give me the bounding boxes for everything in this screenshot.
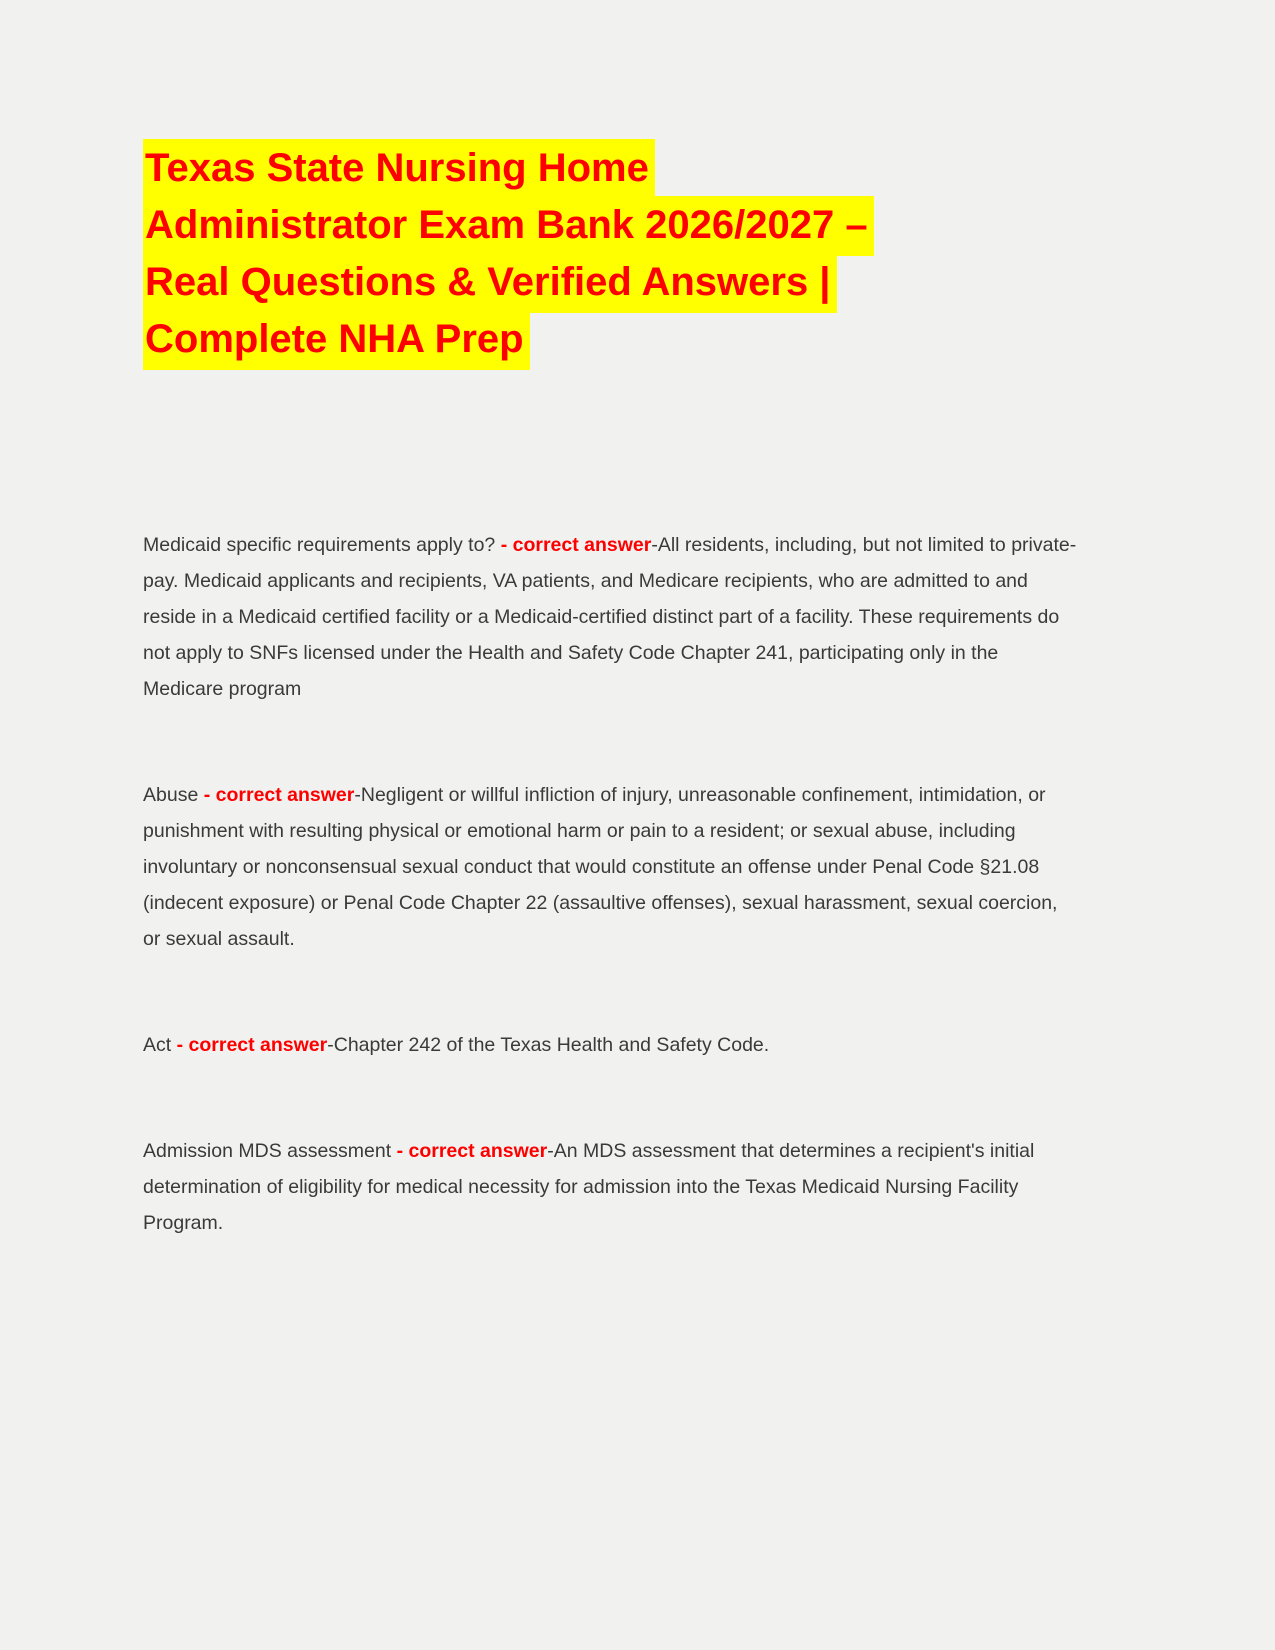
qa-question: Medicaid specific requirements apply to?: [143, 534, 501, 556]
correct-answer-marker: - correct answer: [176, 1034, 328, 1056]
correct-answer-marker: - correct answer: [203, 784, 355, 806]
qa-answer: -An MDS assessment that determines a recipient's initial determination of eligibility for medical necessity for admission into the Texas Medicaid Nursing Facility Program.: [143, 1140, 1035, 1234]
qa-answer: -Negligent or willful infliction of injury, unreasonable confinement, intimidation, or punishment with resulting physical or emotional harm or pain to a resident; or sexual abuse, including involuntary or nonconsensual sexual conduct that would constitute an offense under Penal Code §21.08 (indecent exposure) or Penal Code Chapter 22 (assaultive offenses), sexual harassment, sexual coercion, or sexual assault.: [143, 784, 1058, 950]
title-line: [143, 262, 1080, 302]
qa-section: [143, 527, 1078, 1241]
qa-question: Act: [143, 1034, 177, 1056]
qa-answer: -Chapter 242 of the Texas Health and Safety Code.: [327, 1034, 770, 1056]
title-line-text: Administrator Exam Bank 2026/2027 –: [143, 196, 874, 256]
title-line-text: Real Questions & Verified Answers |: [143, 253, 837, 313]
qa-answer: -All residents, including, but not limited to private-pay. Medicaid applicants and recipients, VA patients, and Medicare recipients, who are admitted to and reside in a Medicaid certified facility or a Medicaid-certified distinct part of a facility. These requirements do not apply to SNFs licensed under the Health and Safety Code Chapter 241, participating only in the Medicare program: [143, 534, 1077, 700]
qa-item: [143, 527, 1078, 707]
qa-item: [143, 777, 1078, 957]
qa-question: Abuse: [143, 784, 204, 806]
title-line-text: Complete NHA Prep: [143, 310, 530, 370]
title-line-text: Texas State Nursing Home: [143, 139, 655, 199]
qa-question: Admission MDS assessment: [143, 1140, 397, 1162]
correct-answer-marker: - correct answer: [500, 534, 652, 556]
correct-answer-marker: - correct answer: [396, 1140, 548, 1162]
qa-item: [143, 1027, 1078, 1063]
title-line: [143, 319, 1080, 359]
document-title: [143, 148, 1080, 359]
qa-item: [143, 1133, 1078, 1241]
title-line: [143, 205, 1080, 245]
title-line: [143, 148, 1080, 188]
